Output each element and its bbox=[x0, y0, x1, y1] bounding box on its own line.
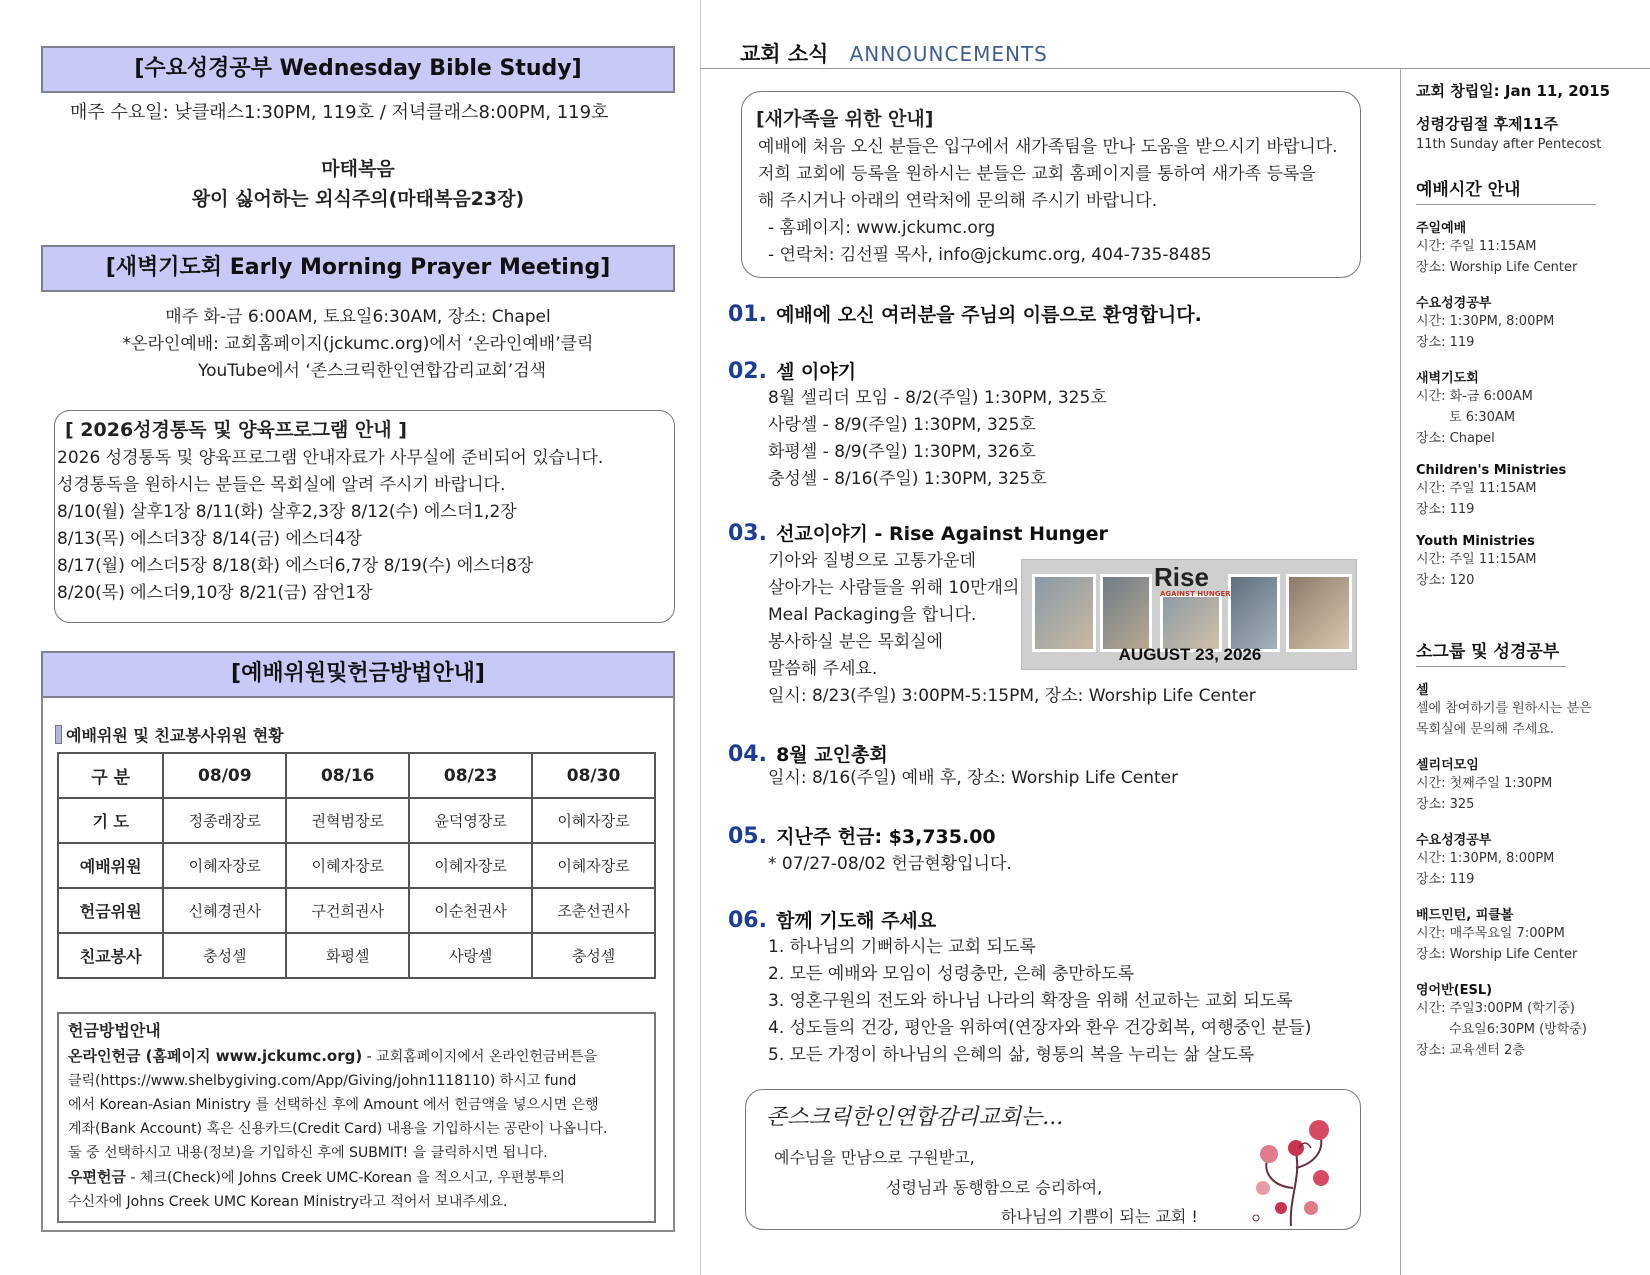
table-header-cell: 08/16 bbox=[286, 753, 409, 798]
newcomer-line: - 홈페이지: www.jckumc.org bbox=[768, 218, 996, 238]
church-founded-date: 교회 창립일: Jan 11, 2015 bbox=[1416, 82, 1611, 100]
offering-line: 에서 Korean-Asian Ministry 를 선택하신 후에 Amount 에서 헌금액을 넣으시면 은행 bbox=[68, 1097, 599, 1113]
group-entry bbox=[1416, 829, 1636, 890]
announcement-line: * 07/27-08/02 헌금현황입니다. bbox=[768, 854, 1012, 874]
announcement-line: 8월 셀리더 모임 - 8/2(주일) 1:30PM, 325호 bbox=[768, 388, 1107, 408]
poster-date: AUGUST 23, 2026 bbox=[1118, 645, 1262, 664]
worship-entry-name: 수요성경공부 bbox=[1416, 296, 1492, 311]
worship-entry-name: 새벽기도회 bbox=[1416, 371, 1479, 386]
sidebar bbox=[1416, 80, 1636, 1075]
announcement-04-body bbox=[768, 765, 1178, 792]
announcement-01 bbox=[728, 300, 1202, 327]
worship-entry-line: 장소: Worship Life Center bbox=[1416, 260, 1578, 275]
worship-times-rule bbox=[1416, 204, 1596, 205]
duty-subtitle: 예배위원 및 친교봉사위원 현황 bbox=[66, 726, 284, 745]
table-cell: 이순천권사 bbox=[409, 888, 532, 933]
table-cell: 충성셀 bbox=[163, 933, 286, 978]
table-cell: 신혜경권사 bbox=[163, 888, 286, 933]
group-entry-line: 시간: 주일3:00PM (학기중) bbox=[1416, 1001, 1575, 1016]
offering-text bbox=[68, 1044, 608, 1214]
worship-entry-name: 주일예배 bbox=[1416, 221, 1467, 236]
table-cell: 이혜자장로 bbox=[532, 798, 655, 843]
prayer-line: 1. 하나님의 기뻐하시는 교회 되도록 bbox=[768, 937, 1036, 957]
table-row bbox=[58, 933, 655, 978]
announcement-title: 8월 교인총회 bbox=[776, 744, 888, 766]
duty-table bbox=[57, 752, 656, 979]
poster-brand-sub: AGAINST HUNGER bbox=[1160, 590, 1231, 598]
announcement-number: 02. bbox=[728, 359, 767, 384]
table-header-cell: 08/09 bbox=[163, 753, 286, 798]
table-cell: 구건희권사 bbox=[286, 888, 409, 933]
worship-entry-name: Youth Ministries bbox=[1416, 534, 1535, 549]
reading-line: 8/10(월) 살후1장 8/11(화) 살후2,3장 8/12(수) 에스더1,2장 bbox=[57, 502, 517, 522]
table-row bbox=[58, 798, 655, 843]
worship-entry-name: Children's Ministries bbox=[1416, 463, 1567, 478]
table-row bbox=[58, 888, 655, 933]
newcomer-title: [새가족을 위한 안내] bbox=[756, 108, 934, 130]
announcements-title-ko: 교회 소식 bbox=[740, 42, 829, 66]
announcement-04 bbox=[728, 740, 888, 767]
poster-brand: Rise bbox=[1154, 562, 1209, 592]
worship-entry-line: 시간: 주일 11:15AM bbox=[1416, 239, 1537, 254]
announcement-02 bbox=[728, 357, 856, 384]
table-cell: 정종래장로 bbox=[163, 798, 286, 843]
offering-mail-text: - 체크(Check)에 Johns Creek UMC-Korean 을 적으시고, 우편봉투의 bbox=[125, 1170, 565, 1186]
poster-photo bbox=[1228, 574, 1280, 652]
table-header-cell: 08/23 bbox=[409, 753, 532, 798]
announcement-line: 일시: 8/16(주일) 예배 후, 장소: Worship Life Center bbox=[768, 768, 1179, 788]
motto-box bbox=[745, 1089, 1361, 1230]
announcement-title: 함께 기도해 주세요 bbox=[776, 910, 937, 932]
morning-prayer-title-bar: [새벽기도회 Early Morning Prayer Meeting] bbox=[41, 245, 675, 292]
announcement-title: 선교이야기 - Rise Against Hunger bbox=[776, 523, 1108, 545]
sidebar-divider bbox=[1400, 68, 1401, 1275]
worship-entry bbox=[1416, 217, 1636, 278]
group-entry-name: 영어반(ESL) bbox=[1416, 983, 1493, 998]
group-entry bbox=[1416, 679, 1636, 740]
announcement-line: 말씀해 주세요. bbox=[768, 659, 878, 679]
wed-study-book: 마태복음 bbox=[321, 158, 395, 180]
reading-program-title: [ 2026성경통독 및 양육프로그램 안내 ] bbox=[65, 419, 407, 441]
duty-subtitle-marker bbox=[55, 725, 62, 744]
header-rule bbox=[700, 68, 1650, 69]
group-entry-name: 셀리더모임 bbox=[1416, 758, 1479, 773]
motto-line: 하나님의 기쁨이 되는 교회 ! bbox=[1001, 1207, 1198, 1226]
offering-title: 헌금방법안내 bbox=[68, 1021, 161, 1040]
announcement-06 bbox=[728, 906, 936, 933]
table-row-header: 기 도 bbox=[58, 798, 163, 843]
group-entry-line: 장소: 교육센터 2층 bbox=[1416, 1043, 1525, 1058]
reading-line: 2026 성경통독 및 양육프로그램 안내자료가 사무실에 준비되어 있습니다. bbox=[57, 448, 604, 468]
motto-line: 예수님을 만남으로 구원받고, bbox=[774, 1148, 975, 1167]
group-entry bbox=[1416, 904, 1636, 965]
announcement-line: 사랑셀 - 8/9(주일) 1:30PM, 325호 bbox=[768, 415, 1036, 435]
table-cell: 권혁범장로 bbox=[286, 798, 409, 843]
table-cell: 이혜자장로 bbox=[163, 843, 286, 888]
liturgical-week-ko: 성령강림절 후제11주 bbox=[1416, 115, 1559, 133]
motto-script: 존스크릭한인연합감리교회는... bbox=[766, 1105, 1064, 1130]
reading-line: 8/20(목) 에스더9,10장 8/21(금) 잠언1장 bbox=[57, 583, 373, 603]
prayer-line: 3. 영혼구원의 전도와 하나님 나라의 확장을 위해 선교하는 교회 되도록 bbox=[768, 991, 1293, 1011]
small-groups-rule bbox=[1416, 666, 1566, 667]
table-row bbox=[58, 843, 655, 888]
announcement-line: 일시: 8/23(주일) 3:00PM-5:15PM, 장소: Worship Life Center bbox=[768, 686, 1256, 706]
worship-entry-line: 장소: Chapel bbox=[1416, 431, 1495, 446]
offering-line: 수신자에 Johns Creek UMC Korean Ministry라고 적어서 보내주세요. bbox=[68, 1194, 508, 1210]
rise-against-hunger-poster bbox=[1021, 559, 1357, 670]
announcement-06-body bbox=[768, 934, 1311, 1069]
offering-line: 둘 중 선택하시고 내용(정보)을 기입하신 후에 SUBMIT! 을 클릭하시면 됩니다. bbox=[68, 1145, 548, 1161]
table-cell: 사랑셀 bbox=[409, 933, 532, 978]
poster-photo bbox=[1286, 574, 1352, 652]
table-cell: 이혜자장로 bbox=[532, 843, 655, 888]
offering-online-text: - 교회홈페이지에서 온라인헌금버튼을 bbox=[362, 1049, 598, 1065]
group-entry-line: 장소: 325 bbox=[1416, 797, 1475, 812]
announcement-number: 04. bbox=[728, 742, 767, 767]
table-row-header: 헌금위원 bbox=[58, 888, 163, 933]
poster-photo bbox=[1032, 574, 1096, 652]
newcomer-line: 저희 교회에 등록을 원하시는 분들은 교회 홈페이지를 통하여 새가족 등록을 bbox=[758, 164, 1316, 184]
poster-photo bbox=[1160, 594, 1222, 652]
group-entry bbox=[1416, 754, 1636, 815]
announcement-line: 충성셀 - 8/16(주일) 1:30PM, 325호 bbox=[768, 469, 1047, 489]
newcomer-line: - 연락처: 김선필 목사, info@jckumc.org, 404-735-8485 bbox=[768, 245, 1212, 265]
newcomer-box bbox=[741, 91, 1361, 278]
reading-line: 8/13(목) 에스더3장 8/14(금) 에스더4장 bbox=[57, 529, 362, 549]
announcement-line: Meal Packaging을 합니다. bbox=[768, 605, 977, 625]
announcement-number: 05. bbox=[728, 824, 767, 849]
worship-entry-line: 시간: 화-금 6:00AM bbox=[1416, 389, 1533, 404]
prayer-line: 2. 모든 예배와 모임이 성령충만, 은혜 충만하도록 bbox=[768, 964, 1135, 984]
wed-study-title-bar: [수요성경공부 Wednesday Bible Study] bbox=[41, 46, 675, 93]
worship-entry-line: 장소: 120 bbox=[1416, 573, 1475, 588]
announcement-02-body bbox=[768, 385, 1107, 493]
announcements-header bbox=[740, 38, 1048, 68]
duty-title-bar: [예배위원및헌금방법안내] bbox=[41, 651, 675, 698]
group-entry-line: 셀에 참여하기를 원하시는 분은 bbox=[1416, 701, 1592, 716]
worship-entry-line: 시간: 주일 11:15AM bbox=[1416, 552, 1537, 567]
worship-entry bbox=[1416, 463, 1636, 520]
motto-line: 성령님과 동행함으로 승리하여, bbox=[886, 1178, 1103, 1197]
table-cell: 조춘선권사 bbox=[532, 888, 655, 933]
wed-study-topic: 왕이 싫어하는 외식주의(마태복음23장) bbox=[191, 188, 525, 210]
worship-entry-line: 시간: 1:30PM, 8:00PM bbox=[1416, 314, 1555, 329]
table-cell: 윤덕영장로 bbox=[409, 798, 532, 843]
announcement-title: 셀 이야기 bbox=[776, 361, 857, 383]
worship-entry-line: 장소: 119 bbox=[1416, 502, 1475, 517]
reading-program-box bbox=[54, 410, 675, 623]
group-entry-line: 시간: 1:30PM, 8:00PM bbox=[1416, 851, 1555, 866]
announcement-title: 예배에 오신 여러분을 주님의 이름으로 환영합니다. bbox=[776, 304, 1202, 326]
group-entry-line: 목회실에 문의해 주세요. bbox=[1416, 722, 1554, 737]
prayer-line: 4. 성도들의 건강, 평안을 위하여(연장자와 환우 건강회복, 여행중인 분들) bbox=[768, 1018, 1312, 1038]
offering-mail-label: 우편헌금 bbox=[68, 1168, 126, 1186]
reading-program-lines bbox=[57, 445, 603, 607]
announcement-line: 봉사하실 분은 목회실에 bbox=[768, 632, 944, 652]
worship-entry-line: 장소: 119 bbox=[1416, 335, 1475, 350]
offering-line: 클릭(https://www.shelbygiving.com/App/Giving/john1118110) 하시고 fund bbox=[68, 1073, 577, 1089]
prayer-line: 5. 모든 가정이 하나님의 은혜의 삶, 형통의 복을 누리는 삶 살도록 bbox=[768, 1045, 1255, 1065]
group-entry-name: 수요성경공부 bbox=[1416, 833, 1492, 848]
group-entry-line: 수요일6:30PM (방학중) bbox=[1416, 1022, 1587, 1037]
offering-online-label: 온라인헌금 (홈페이지 www.jckumc.org) bbox=[68, 1047, 363, 1065]
morning-prayer-line: YouTube에서 ‘존스크릭한인연합감리교회’검색 bbox=[197, 361, 547, 381]
table-cell: 이혜자장로 bbox=[286, 843, 409, 888]
floral-ornament-icon bbox=[1241, 1108, 1346, 1228]
newcomer-lines bbox=[758, 134, 1338, 269]
liturgical-week-en: 11th Sunday after Pentecost bbox=[1416, 137, 1602, 152]
group-entry-name: 배드민턴, 피클볼 bbox=[1416, 908, 1514, 923]
worship-entry-line: 토 6:30AM bbox=[1416, 410, 1516, 425]
table-cell: 이혜자장로 bbox=[409, 843, 532, 888]
group-entry-line: 장소: Worship Life Center bbox=[1416, 947, 1578, 962]
group-entry-line: 시간: 첫째주일 1:30PM bbox=[1416, 776, 1553, 791]
wed-study-schedule: 매주 수요일: 낮클래스1:30PM, 119호 / 저녁클래스8:00PM, 119호 bbox=[70, 102, 609, 123]
reading-line: 8/17(월) 에스더5장 8/18(화) 에스더6,7장 8/19(수) 에스더8장 bbox=[57, 556, 534, 576]
group-entry-name: 셀 bbox=[1416, 683, 1429, 698]
morning-prayer-line: 매주 화-금 6:00AM, 토요일6:30AM, 장소: Chapel bbox=[165, 307, 551, 327]
worship-entry bbox=[1416, 292, 1636, 353]
newcomer-line: 해 주시거나 아래의 연락처에 문의해 주시기 바랍니다. bbox=[758, 191, 1158, 211]
group-entry-line: 장소: 119 bbox=[1416, 872, 1475, 887]
table-row-header: 예배위원 bbox=[58, 843, 163, 888]
morning-prayer-info bbox=[41, 304, 675, 385]
worship-entry-line: 시간: 주일 11:15AM bbox=[1416, 481, 1537, 496]
table-row-header: 친교봉사 bbox=[58, 933, 163, 978]
offering-mail-line bbox=[68, 1165, 608, 1190]
table-cell: 화평셀 bbox=[286, 933, 409, 978]
table-header-cell: 08/30 bbox=[532, 753, 655, 798]
table-header-cell: 구 분 bbox=[58, 753, 163, 798]
group-entry-line: 시간: 매주목요일 7:00PM bbox=[1416, 926, 1565, 941]
announcement-number: 03. bbox=[728, 521, 767, 546]
small-groups-title: 소그룹 및 성경공부 bbox=[1416, 642, 1560, 662]
offering-line: 계좌(Bank Account) 혹은 신용카드(Credit Card) 내용을 기입하시는 공란이 나옵니다. bbox=[68, 1121, 608, 1137]
poster-photo bbox=[1100, 574, 1152, 652]
announcement-number: 06. bbox=[728, 908, 767, 933]
worship-times-title: 예배시간 안내 bbox=[1416, 180, 1521, 200]
group-entry bbox=[1416, 979, 1636, 1061]
page-divider bbox=[700, 0, 701, 1275]
newcomer-line: 예배에 처음 오신 분들은 입구에서 새가족팀을 만나 도움을 받으시기 바랍니다. bbox=[758, 137, 1338, 157]
announcements-title-en: ANNOUNCEMENTS bbox=[849, 42, 1048, 66]
announcement-05 bbox=[728, 822, 996, 849]
offering-online-line bbox=[68, 1044, 608, 1069]
announcement-title: 지난주 헌금: $3,735.00 bbox=[776, 826, 996, 848]
announcement-line: 살아가는 사람들을 위해 10만개의 bbox=[768, 578, 1020, 598]
announcement-05-body bbox=[768, 851, 1012, 878]
reading-line: 성경통독을 원하시는 분들은 목회실에 알려 주시기 바랍니다. bbox=[57, 475, 506, 495]
table-cell: 충성셀 bbox=[532, 933, 655, 978]
table-row bbox=[58, 753, 655, 798]
announcement-number: 01. bbox=[728, 302, 767, 327]
worship-entry bbox=[1416, 367, 1636, 449]
morning-prayer-line: *온라인예배: 교회홈페이지(jckumc.org)에서 ‘온라인예배’클릭 bbox=[122, 334, 594, 354]
announcement-line: 화평셀 - 8/9(주일) 1:30PM, 326호 bbox=[768, 442, 1036, 462]
worship-entry bbox=[1416, 534, 1636, 591]
announcement-line: 기아와 질병으로 고통가운데 bbox=[768, 551, 976, 571]
offering-box bbox=[57, 1012, 656, 1223]
announcement-03 bbox=[728, 519, 1108, 546]
